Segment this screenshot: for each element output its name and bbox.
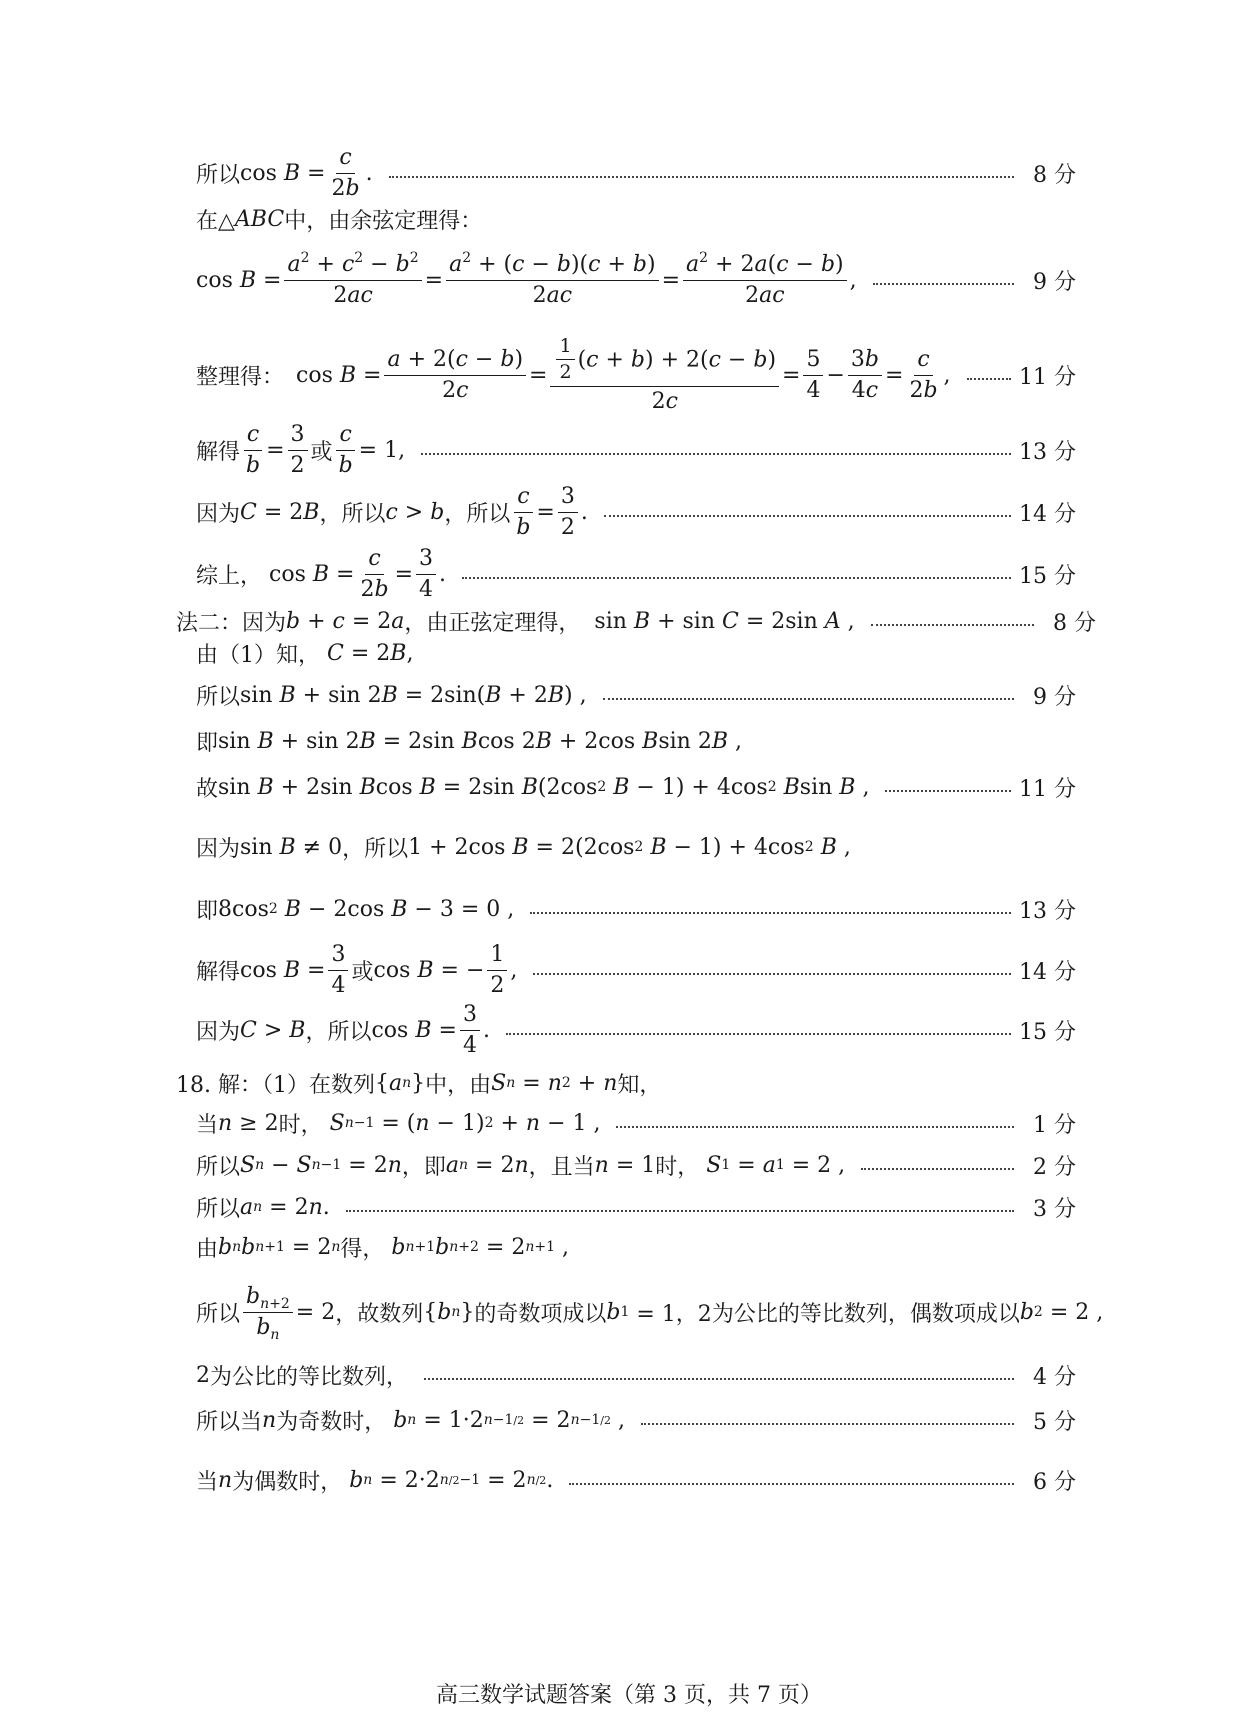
solution-line: 由 b n b n+1 = 2 n 得， b n+1 b n+2 = 2 n+1 , — [196, 1230, 1076, 1264]
dot-leader — [604, 515, 1011, 517]
text-label: ，即 — [401, 1154, 446, 1180]
text-label: ，所以 — [342, 836, 409, 862]
solution-line: 即 sin B + sin 2 B = 2sin B cos 2 B + 2cos B sin 2 B , — [196, 724, 1076, 758]
text-label: 所以当 — [196, 1409, 263, 1435]
solution-line: 2 为公比的等比数列， 4 分 — [196, 1358, 1076, 1392]
text-label: 所以 — [196, 684, 241, 710]
score-label: 15 分 — [1019, 563, 1076, 589]
score-label: 11 分 — [1019, 364, 1076, 390]
score-label: 13 分 — [1019, 439, 1076, 465]
dot-leader — [873, 283, 1014, 285]
solution-line: 因为 sin B ≠ 0 ，所以 1 + 2cos B = 2(2cos 2 B − 1) + 4cos 2 B , — [196, 830, 1076, 864]
solution-line: 所以 a n = 2 n . 3 分 — [196, 1190, 1076, 1224]
text-label: 整理得： — [196, 364, 285, 390]
score-label: 9 分 — [1033, 684, 1076, 710]
solution-line: 解得 cos B = $\frac{3}{4}$ 或 cos B = − $\frac{1}{2}$ , 14 分 — [196, 942, 1076, 998]
text-label: 解得 — [196, 959, 241, 985]
text-label: 知， — [617, 1072, 662, 1098]
text-label: ，由正弦定理得， — [404, 610, 581, 636]
dot-leader — [421, 453, 1011, 455]
text-label: 的奇数项成以 — [474, 1301, 607, 1327]
text-label: 18. 解：（1）在数列 — [176, 1072, 375, 1098]
text-label: 为偶数时， — [232, 1469, 343, 1495]
text-label: 所以 — [196, 1301, 241, 1327]
score-label: 14 分 — [1019, 501, 1076, 527]
text-label: 或 — [351, 959, 374, 985]
dot-leader — [861, 1168, 1014, 1170]
text-label: 在△ — [196, 208, 235, 234]
text-label: ，且当 — [528, 1154, 595, 1180]
score-label: 15 分 — [1019, 1019, 1076, 1045]
triangle-name: ABC — [234, 206, 285, 232]
text-label: 即 — [196, 898, 219, 924]
score-label: 11 分 — [1019, 776, 1076, 802]
text-label: ，所以 — [319, 501, 386, 527]
text-label: ，所以 — [444, 501, 511, 527]
score-label: 6 分 — [1033, 1469, 1076, 1495]
dot-leader — [424, 1378, 1014, 1380]
score-label: 14 分 — [1019, 959, 1076, 985]
dot-leader — [389, 176, 1014, 178]
dot-leader — [641, 1423, 1014, 1425]
score-label: 1 分 — [1033, 1112, 1076, 1138]
solution-line — [196, 202, 1076, 236]
solution-line: 所以 $\frac{b_{n+2}}{b_n}$ = 2 ，故数列 { b n } 的奇数项成以 b 1 = 1，2 为公比的等比数列，偶数项成以 b 2 = 2 , — [196, 1284, 1104, 1343]
dot-leader — [871, 624, 1034, 626]
solution-line: 当 n ≥ 2 时， S n−1 = ( n − 1) 2 + n − 1 , 1 分 — [196, 1106, 1076, 1140]
text-label: 为奇数时， — [276, 1409, 387, 1435]
text-label: 综上， — [196, 563, 263, 589]
dot-leader — [530, 912, 1011, 914]
solution-line: 因为 C > B ，所以 cos B = $\frac{3}{4}$ . 15 分 — [196, 1002, 1076, 1058]
dot-leader — [885, 790, 1011, 792]
solution-line: 当 n 为偶数时， b n = 2·2 n/2−1 = 2 n/2 . 6 分 — [196, 1458, 1076, 1502]
dot-leader — [616, 1126, 1014, 1128]
text-label: 当 — [196, 1469, 219, 1495]
score-label: 3 分 — [1033, 1196, 1076, 1222]
text-label: ，故数列 — [335, 1301, 424, 1327]
dot-leader — [462, 577, 1011, 579]
text-label: 因为 — [196, 501, 241, 527]
dot-leader — [569, 1483, 1014, 1485]
score-label: 4 分 — [1033, 1364, 1076, 1390]
text-label: 时， — [278, 1112, 323, 1138]
solution-line: 法二：因为 b + c = 2 a ，由正弦定理得， sin B + sin C = 2sin A , 8 分 — [176, 604, 1096, 638]
text-label: 因为 — [196, 1019, 241, 1045]
text-label: 为公比的等比数列，偶数项成以 — [711, 1301, 1020, 1327]
text-label: 中，由 — [425, 1072, 492, 1098]
text-label: 所以 — [196, 162, 241, 188]
text-label: 法二：因为 — [176, 610, 287, 636]
score-label: 2 分 — [1033, 1154, 1076, 1180]
text-label: 或 — [310, 439, 333, 465]
score-label: 9 分 — [1033, 269, 1076, 295]
text-label: 为公比的等比数列， — [210, 1364, 409, 1390]
score-label: 5 分 — [1033, 1409, 1076, 1435]
solution-line: 因为 C = 2 B ，所以 c > b ，所以 $\frac{c}{b}$ = $\frac{3}{2}$ . 14 分 — [196, 484, 1076, 540]
solution-line: 故 sin B + 2sin B cos B = 2sin B (2cos 2 B − 1) + 4cos 2 B sin B , 11 分 — [196, 770, 1076, 804]
solution-line: 整理得： cos B = $\frac{a + 2(c - b)}{2c}$ = $\frac{1}{2}$ (c + b) + 2(c − b) 2c = $\frac{5}{4}$ − $\frac{3b}{4c}$ = $\frac{c}{2b}$ , 11 分 — [196, 334, 1076, 415]
solution-line: 所以当 n 为奇数时， b n = 1·2 n−1/2 = 2 n−1/2 , 5 分 — [196, 1398, 1076, 1442]
solution-line: 所以 sin B + sin 2 B = 2sin( B + 2 B ) , 9 分 — [196, 678, 1076, 712]
text-label: 时， — [655, 1154, 700, 1180]
page-footer: 高三数学试题答案（第 3 页，共 7 页） — [436, 1683, 822, 1708]
text-label: 所以 — [196, 1196, 241, 1222]
text-label: 中，由余弦定理得： — [284, 208, 483, 234]
score-label: 13 分 — [1019, 898, 1076, 924]
text-label: 解得 — [196, 439, 241, 465]
solution-line: 由（1）知， C = 2 B , — [196, 636, 1076, 670]
text-label: 所以 — [196, 1154, 241, 1180]
solution-line: 解得 $\frac{c}{b}$ = $\frac{3}{2}$ 或 $\frac{c}{b}$ = 1, 13 分 — [196, 422, 1076, 478]
solution-line: cos B = $\frac{a^2 + c^2 - b^2}{2ac}$ = $\frac{a^2 + (c - b)(c + b)}{2ac}$ = $\frac{a^2 + 2a(c - b)}{2ac}$ , 9 分 — [196, 250, 1076, 308]
text-label: 由 — [196, 1236, 219, 1262]
text-label: 当 — [196, 1112, 219, 1138]
text-label: 因为 — [196, 836, 241, 862]
solution-line: 即 8cos 2 B − 2cos B − 3 = 0 , 13 分 — [196, 892, 1076, 926]
text-label: 故 — [196, 776, 219, 802]
dot-leader — [533, 973, 1011, 975]
text-label: 由（1）知， — [196, 642, 320, 668]
text-label: 即 — [196, 730, 219, 756]
text-label: 得， — [340, 1236, 385, 1262]
dot-leader — [603, 698, 1014, 700]
solution-line: 所以 cos B = $\frac{c}{2b}$ . 8 分 — [196, 145, 1076, 201]
solution-line: 综上， cos B = $\frac{c}{2b}$ = $\frac{3}{4}$ . 15 分 — [196, 546, 1076, 602]
text-label: ，所以 — [305, 1019, 372, 1045]
score-label: 8 分 — [1053, 610, 1096, 636]
problem-heading: 18. 解：（1）在数列 { a n } 中，由 S n = n 2 + n 知， — [176, 1066, 1056, 1100]
score-label: 8 分 — [1033, 162, 1076, 188]
dot-leader — [506, 1033, 1011, 1035]
solution-line: 所以 S n − S n−1 = 2 n ，即 a n = 2 n ，且当 n = 1 时， S 1 = a 1 = 2 , 2 分 — [196, 1148, 1076, 1182]
dot-leader — [967, 378, 1011, 380]
dot-leader — [346, 1210, 1014, 1212]
